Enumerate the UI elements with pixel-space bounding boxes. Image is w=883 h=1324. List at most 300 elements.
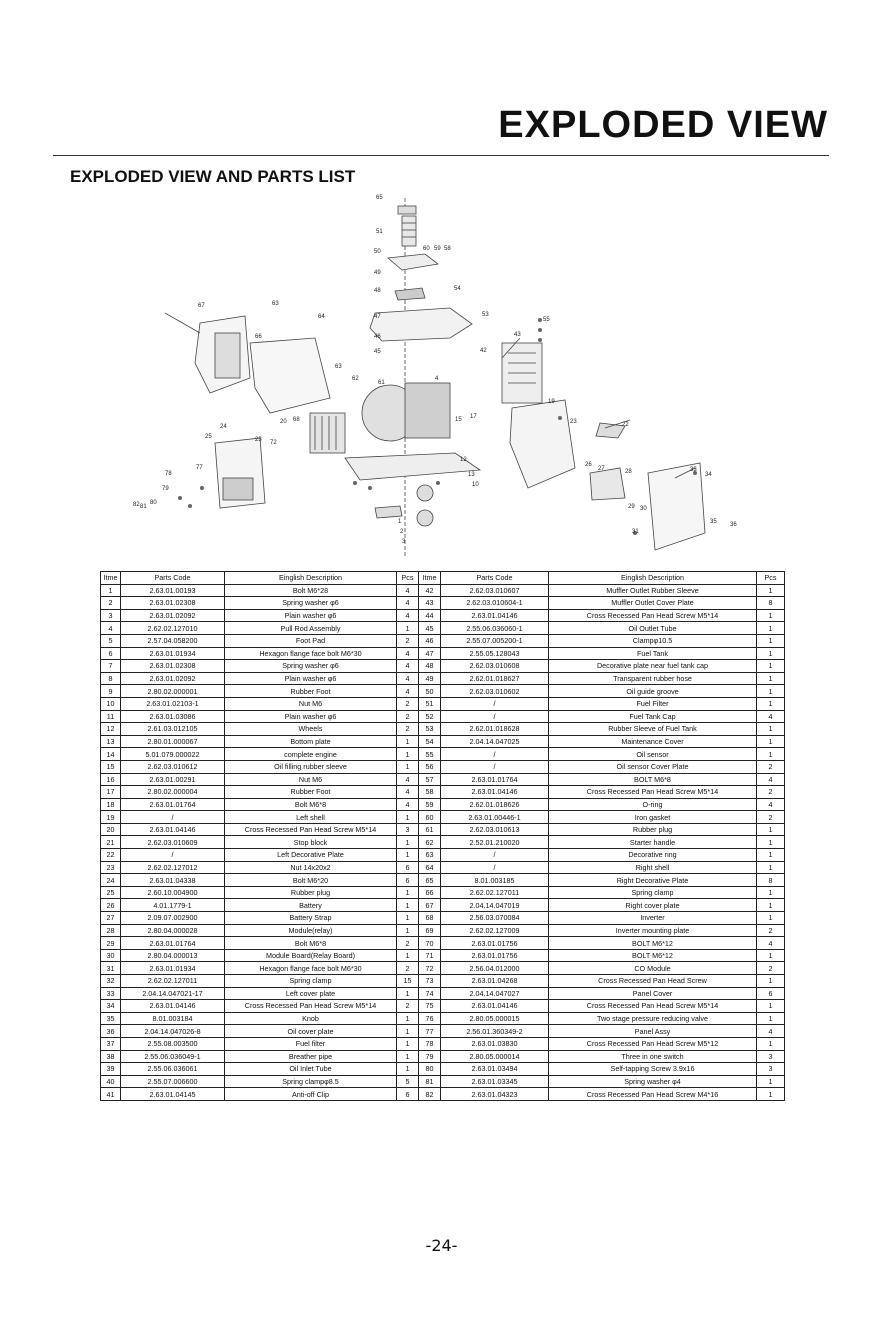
- pcs-cell: 1: [757, 1088, 785, 1101]
- table-row: [101, 1037, 785, 1050]
- description-cell: Bolt M6*20: [225, 874, 397, 887]
- pcs-cell: 2: [397, 634, 419, 647]
- parts-code-cell: /: [441, 748, 549, 761]
- parts-code-cell: 2.62.03.010609: [121, 836, 225, 849]
- pcs-cell: 4: [397, 798, 419, 811]
- svg-text:65: 65: [376, 195, 383, 201]
- table-row: [101, 735, 785, 748]
- pcs-cell: 3: [757, 1050, 785, 1063]
- table-row: [101, 811, 785, 824]
- parts-code-cell: 2.56.03.070084: [441, 912, 549, 925]
- description-cell: Cross Recessed Pan Head Screw M5*14: [225, 1000, 397, 1013]
- pcs-cell: 8: [757, 874, 785, 887]
- item-number-cell: 36: [101, 1025, 121, 1038]
- description-cell: Cross Recessed Pan Head Screw M5*14: [225, 823, 397, 836]
- col-header-description: Einglish Description: [549, 572, 757, 585]
- svg-text:62: 62: [352, 376, 359, 382]
- pcs-cell: 6: [757, 987, 785, 1000]
- exploded-view-diagram: [120, 188, 770, 560]
- pcs-cell: 6: [397, 874, 419, 887]
- description-cell: Transparent rubber hose: [549, 672, 757, 685]
- col-header-parts-code: Parts Code: [441, 572, 549, 585]
- svg-text:81: 81: [140, 504, 147, 510]
- description-cell: Clampφ10.5: [549, 634, 757, 647]
- pcs-cell: 1: [757, 1075, 785, 1088]
- parts-code-cell: 2.62.03.010608: [441, 660, 549, 673]
- svg-text:35: 35: [710, 519, 717, 525]
- svg-text:13: 13: [468, 472, 475, 478]
- item-number-cell: 6: [101, 647, 121, 660]
- parts-code-cell: /: [441, 710, 549, 723]
- parts-code-cell: 2.62.02.127012: [121, 861, 225, 874]
- pcs-cell: 4: [397, 685, 419, 698]
- parts-code-cell: 2.52.01.210020: [441, 836, 549, 849]
- table-row: [101, 597, 785, 610]
- parts-code-cell: 2.63.01.03494: [441, 1063, 549, 1076]
- pcs-cell: 1: [397, 1063, 419, 1076]
- svg-text:61: 61: [378, 380, 385, 386]
- col-header-item: Itme: [419, 572, 441, 585]
- description-cell: Fuel Filter: [549, 697, 757, 710]
- parts-code-cell: 8.01.003185: [441, 874, 549, 887]
- svg-text:25: 25: [205, 434, 212, 440]
- parts-code-cell: 2.63.01.04268: [441, 975, 549, 988]
- svg-text:33: 33: [690, 467, 697, 473]
- parts-code-cell: 2.80.01.000067: [121, 735, 225, 748]
- parts-code-cell: 2.63.01.04146: [121, 823, 225, 836]
- item-number-cell: 58: [419, 786, 441, 799]
- description-cell: Spring clamp: [225, 975, 397, 988]
- svg-text:63: 63: [272, 301, 279, 307]
- table-row: [101, 899, 785, 912]
- svg-text:47: 47: [374, 314, 381, 320]
- pcs-cell: 4: [397, 672, 419, 685]
- svg-text:50: 50: [374, 249, 381, 255]
- item-number-cell: 31: [101, 962, 121, 975]
- description-cell: Oil cover plate: [225, 1025, 397, 1038]
- pcs-cell: 1: [757, 912, 785, 925]
- pcs-cell: 6: [397, 861, 419, 874]
- item-number-cell: 65: [419, 874, 441, 887]
- item-number-cell: 45: [419, 622, 441, 635]
- description-cell: Battery: [225, 899, 397, 912]
- description-cell: BOLT M6*12: [549, 949, 757, 962]
- table-row: [101, 962, 785, 975]
- svg-text:23: 23: [570, 419, 577, 425]
- table-row: [101, 949, 785, 962]
- pcs-cell: 6: [397, 1088, 419, 1101]
- pcs-cell: 1: [757, 647, 785, 660]
- parts-code-cell: 2.63.01.03345: [441, 1075, 549, 1088]
- parts-code-cell: 2.63.01.04146: [441, 786, 549, 799]
- table-row: [101, 886, 785, 899]
- description-cell: Muffler Outlet Cover Plate: [549, 597, 757, 610]
- table-row: [101, 1012, 785, 1025]
- pcs-cell: 1: [757, 823, 785, 836]
- svg-text:46: 46: [374, 334, 381, 340]
- parts-code-cell: 2.63.01.02092: [121, 672, 225, 685]
- table-row: [101, 798, 785, 811]
- parts-code-cell: 2.63.01.01756: [441, 937, 549, 950]
- section-subtitle: EXPLODED VIEW AND PARTS LIST: [70, 167, 356, 186]
- description-cell: Rubber plug: [549, 823, 757, 836]
- col-header-parts-code: Parts Code: [121, 572, 225, 585]
- parts-code-cell: 2.80.05.000015: [441, 1012, 549, 1025]
- item-number-cell: 71: [419, 949, 441, 962]
- svg-text:79: 79: [162, 486, 169, 492]
- table-row: [101, 1050, 785, 1063]
- item-number-cell: 49: [419, 672, 441, 685]
- item-number-cell: 72: [419, 962, 441, 975]
- parts-code-cell: 2.55.08.003500: [121, 1037, 225, 1050]
- pcs-cell: 5: [397, 1075, 419, 1088]
- parts-code-cell: /: [441, 861, 549, 874]
- parts-code-cell: 8.01.003184: [121, 1012, 225, 1025]
- pcs-cell: 2: [757, 786, 785, 799]
- description-cell: Oil guide groove: [549, 685, 757, 698]
- svg-text:27: 27: [598, 466, 605, 472]
- table-row: [101, 849, 785, 862]
- description-cell: Cross Recessed Pan Head Screw M5*14: [549, 786, 757, 799]
- parts-code-cell: 2.63.01.00193: [121, 584, 225, 597]
- pcs-cell: 1: [757, 1000, 785, 1013]
- parts-code-cell: 2.63.01.00291: [121, 773, 225, 786]
- item-number-cell: 40: [101, 1075, 121, 1088]
- parts-code-cell: 2.62.02.127010: [121, 622, 225, 635]
- description-cell: Cross Recessed Pan Head Screw M5*14: [549, 609, 757, 622]
- item-number-cell: 53: [419, 723, 441, 736]
- table-row: [101, 609, 785, 622]
- item-number-cell: 38: [101, 1050, 121, 1063]
- parts-code-cell: 2.63.01.04146: [441, 609, 549, 622]
- pcs-cell: 1: [397, 1025, 419, 1038]
- parts-code-cell: 2.55.06.036060-1: [441, 622, 549, 635]
- pcs-cell: 1: [757, 622, 785, 635]
- item-number-cell: 11: [101, 710, 121, 723]
- description-cell: Pull Rod Assembly: [225, 622, 397, 635]
- description-cell: Bolt M6*28: [225, 584, 397, 597]
- item-number-cell: 76: [419, 1012, 441, 1025]
- pcs-cell: 1: [757, 634, 785, 647]
- svg-text:78: 78: [165, 471, 172, 477]
- item-number-cell: 57: [419, 773, 441, 786]
- parts-code-cell: 2.62.02.127011: [121, 975, 225, 988]
- pcs-cell: 4: [397, 597, 419, 610]
- description-cell: Module(relay): [225, 924, 397, 937]
- parts-code-cell: 2.80.02.000004: [121, 786, 225, 799]
- parts-code-cell: 2.62.03.010612: [121, 760, 225, 773]
- item-number-cell: 56: [419, 760, 441, 773]
- pcs-cell: 2: [397, 937, 419, 950]
- item-number-cell: 82: [419, 1088, 441, 1101]
- item-number-cell: 77: [419, 1025, 441, 1038]
- parts-code-cell: 2.04.14.047021-17: [121, 987, 225, 1000]
- item-number-cell: 3: [101, 609, 121, 622]
- description-cell: Cross Recessed Pan Head Screw M4*16: [549, 1088, 757, 1101]
- description-cell: O-ring: [549, 798, 757, 811]
- description-cell: BOLT M6*8: [549, 773, 757, 786]
- parts-code-cell: 2.55.06.036049-1: [121, 1050, 225, 1063]
- item-number-cell: 43: [419, 597, 441, 610]
- table-row: [101, 1075, 785, 1088]
- table-row: [101, 912, 785, 925]
- description-cell: Oil filling rubber sleeve: [225, 760, 397, 773]
- description-cell: BOLT M6*12: [549, 937, 757, 950]
- pcs-cell: 1: [757, 660, 785, 673]
- description-cell: Cross Recessed Pan Head Screw M5*12: [549, 1037, 757, 1050]
- description-cell: Knob: [225, 1012, 397, 1025]
- parts-code-cell: 2.63.01.04145: [121, 1088, 225, 1101]
- pcs-cell: 1: [757, 861, 785, 874]
- table-row: [101, 937, 785, 950]
- pcs-cell: 1: [397, 811, 419, 824]
- parts-code-cell: 4.01.1779-1: [121, 899, 225, 912]
- table-row: [101, 622, 785, 635]
- parts-code-cell: 2.63.01.00446-1: [441, 811, 549, 824]
- description-cell: Right shell: [549, 861, 757, 874]
- svg-text:4: 4: [435, 376, 439, 382]
- parts-code-cell: 2.63.01.01934: [121, 962, 225, 975]
- description-cell: Hexagon flange face bolt M6*30: [225, 962, 397, 975]
- description-cell: Bottom plate: [225, 735, 397, 748]
- table-row: [101, 685, 785, 698]
- page-title: EXPLODED VIEW: [498, 104, 828, 146]
- svg-text:66: 66: [255, 334, 262, 340]
- parts-code-cell: 2.62.01.018626: [441, 798, 549, 811]
- pcs-cell: 1: [397, 622, 419, 635]
- item-number-cell: 67: [419, 899, 441, 912]
- item-number-cell: 73: [419, 975, 441, 988]
- item-number-cell: 7: [101, 660, 121, 673]
- description-cell: Two stage pressure reducing valve: [549, 1012, 757, 1025]
- description-cell: Fuel filter: [225, 1037, 397, 1050]
- pcs-cell: 4: [757, 937, 785, 950]
- svg-text:49: 49: [374, 270, 381, 276]
- description-cell: Self-tapping Screw 3.9x16: [549, 1063, 757, 1076]
- pcs-cell: 1: [757, 685, 785, 698]
- pcs-cell: 4: [397, 584, 419, 597]
- svg-text:59: 59: [434, 246, 441, 252]
- parts-code-cell: 2.80.02.000001: [121, 685, 225, 698]
- pcs-cell: 1: [757, 697, 785, 710]
- parts-code-cell: 2.62.03.010602: [441, 685, 549, 698]
- svg-text:53: 53: [482, 312, 489, 318]
- description-cell: Foot Pad: [225, 634, 397, 647]
- parts-code-cell: 2.57.04.058200: [121, 634, 225, 647]
- description-cell: Rubber Foot: [225, 786, 397, 799]
- pcs-cell: 2: [757, 760, 785, 773]
- svg-text:54: 54: [454, 286, 461, 292]
- item-number-cell: 62: [419, 836, 441, 849]
- item-number-cell: 74: [419, 987, 441, 1000]
- item-number-cell: 81: [419, 1075, 441, 1088]
- svg-text:51: 51: [376, 229, 383, 235]
- item-number-cell: 21: [101, 836, 121, 849]
- table-row: [101, 1063, 785, 1076]
- pcs-cell: 4: [757, 710, 785, 723]
- description-cell: complete engine: [225, 748, 397, 761]
- description-cell: Spring washer φ6: [225, 597, 397, 610]
- description-cell: Nut M6: [225, 773, 397, 786]
- pcs-cell: 4: [397, 786, 419, 799]
- parts-code-cell: /: [441, 760, 549, 773]
- svg-text:17: 17: [470, 414, 477, 420]
- parts-code-cell: 2.63.01.01764: [121, 798, 225, 811]
- svg-text:77: 77: [196, 465, 203, 471]
- item-number-cell: 78: [419, 1037, 441, 1050]
- pcs-cell: 1: [397, 1037, 419, 1050]
- parts-code-cell: /: [121, 849, 225, 862]
- item-number-cell: 61: [419, 823, 441, 836]
- table-row: [101, 584, 785, 597]
- table-row: [101, 773, 785, 786]
- pcs-cell: 1: [757, 672, 785, 685]
- item-number-cell: 70: [419, 937, 441, 950]
- pcs-cell: 2: [397, 723, 419, 736]
- pcs-cell: 8: [757, 597, 785, 610]
- description-cell: Oil sensor Cover Plate: [549, 760, 757, 773]
- item-number-cell: 14: [101, 748, 121, 761]
- pcs-cell: 2: [397, 1000, 419, 1013]
- item-number-cell: 9: [101, 685, 121, 698]
- pcs-cell: 1: [397, 849, 419, 862]
- description-cell: Iron gasket: [549, 811, 757, 824]
- pcs-cell: 2: [397, 697, 419, 710]
- description-cell: Starter handle: [549, 836, 757, 849]
- description-cell: Panel Assy: [549, 1025, 757, 1038]
- pcs-cell: 1: [757, 1012, 785, 1025]
- item-number-cell: 1: [101, 584, 121, 597]
- item-number-cell: 63: [419, 849, 441, 862]
- svg-text:23: 23: [255, 437, 262, 443]
- parts-code-cell: 2.80.04.000013: [121, 949, 225, 962]
- table-row: [101, 660, 785, 673]
- pcs-cell: 1: [757, 836, 785, 849]
- description-cell: Spring washer φ6: [225, 660, 397, 673]
- table-row: [101, 748, 785, 761]
- pcs-cell: 1: [757, 584, 785, 597]
- table-row: [101, 1025, 785, 1038]
- table-row: [101, 823, 785, 836]
- item-number-cell: 13: [101, 735, 121, 748]
- parts-code-cell: 2.63.01.03830: [441, 1037, 549, 1050]
- item-number-cell: 60: [419, 811, 441, 824]
- item-number-cell: 5: [101, 634, 121, 647]
- table-row: [101, 697, 785, 710]
- description-cell: Module Board(Relay Board): [225, 949, 397, 962]
- description-cell: Rubber Foot: [225, 685, 397, 698]
- description-cell: Panel Cover: [549, 987, 757, 1000]
- svg-text:34: 34: [705, 472, 712, 478]
- item-number-cell: 23: [101, 861, 121, 874]
- pcs-cell: 1: [397, 1050, 419, 1063]
- description-cell: Nut 14x20x2: [225, 861, 397, 874]
- description-cell: Maintenance Cover: [549, 735, 757, 748]
- parts-code-cell: 2.63.01.02308: [121, 597, 225, 610]
- description-cell: Spring clamp: [549, 886, 757, 899]
- parts-table: [100, 571, 785, 1101]
- parts-code-cell: 2.80.04.000028: [121, 924, 225, 937]
- item-number-cell: 47: [419, 647, 441, 660]
- svg-text:42: 42: [480, 348, 487, 354]
- parts-code-cell: 2.63.01.01764: [441, 773, 549, 786]
- item-number-cell: 51: [419, 697, 441, 710]
- parts-code-cell: 2.62.02.127011: [441, 886, 549, 899]
- svg-text:36: 36: [730, 522, 737, 528]
- svg-text:82: 82: [133, 502, 140, 508]
- pcs-cell: 3: [397, 823, 419, 836]
- description-cell: Muffler Outlet Rubber Sleeve: [549, 584, 757, 597]
- parts-code-cell: 2.63.01.02103-1: [121, 697, 225, 710]
- parts-code-cell: 2.63.01.04146: [441, 1000, 549, 1013]
- pcs-cell: 1: [397, 1012, 419, 1025]
- table-row: [101, 836, 785, 849]
- description-cell: Decorative ring: [549, 849, 757, 862]
- pcs-cell: 3: [757, 1063, 785, 1076]
- description-cell: Fuel Tank Cap: [549, 710, 757, 723]
- svg-text:48: 48: [374, 288, 381, 294]
- item-number-cell: 52: [419, 710, 441, 723]
- svg-text:58: 58: [444, 246, 451, 252]
- svg-text:55: 55: [543, 317, 550, 323]
- parts-code-cell: 2.56.01.360349-2: [441, 1025, 549, 1038]
- svg-text:22: 22: [622, 422, 629, 428]
- description-cell: Plain washer φ6: [225, 672, 397, 685]
- pcs-cell: 1: [397, 912, 419, 925]
- pcs-cell: 2: [397, 710, 419, 723]
- svg-text:67: 67: [198, 303, 205, 309]
- parts-code-cell: /: [441, 697, 549, 710]
- item-number-cell: 29: [101, 937, 121, 950]
- parts-code-cell: 2.63.01.04323: [441, 1088, 549, 1101]
- parts-code-cell: 2.04.14.047026-8: [121, 1025, 225, 1038]
- table-row: [101, 672, 785, 685]
- item-number-cell: 44: [419, 609, 441, 622]
- item-number-cell: 48: [419, 660, 441, 673]
- pcs-cell: 4: [397, 609, 419, 622]
- description-cell: Anti-off Clip: [225, 1088, 397, 1101]
- table-row: [101, 987, 785, 1000]
- parts-code-cell: 2.63.01.02308: [121, 660, 225, 673]
- table-row: [101, 760, 785, 773]
- pcs-cell: 1: [397, 924, 419, 937]
- item-number-cell: 55: [419, 748, 441, 761]
- pcs-cell: 1: [397, 760, 419, 773]
- pcs-cell: 1: [757, 748, 785, 761]
- parts-code-cell: 2.62.01.018628: [441, 723, 549, 736]
- table-row: [101, 861, 785, 874]
- parts-code-cell: 2.63.01.04338: [121, 874, 225, 887]
- pcs-cell: 1: [757, 1037, 785, 1050]
- svg-text:64: 64: [318, 314, 325, 320]
- item-number-cell: 75: [419, 1000, 441, 1013]
- description-cell: Hexagon flange face bolt M6*30: [225, 647, 397, 660]
- description-cell: Cross Recessed Pan Head Screw: [549, 975, 757, 988]
- item-number-cell: 22: [101, 849, 121, 862]
- description-cell: Spring clampφ8.5: [225, 1075, 397, 1088]
- svg-text:80: 80: [150, 500, 157, 506]
- table-row: [101, 634, 785, 647]
- table-row: [101, 710, 785, 723]
- svg-text:30: 30: [640, 506, 647, 512]
- item-number-cell: 59: [419, 798, 441, 811]
- svg-text:43: 43: [514, 332, 521, 338]
- description-cell: Three in one switch: [549, 1050, 757, 1063]
- pcs-cell: 1: [757, 723, 785, 736]
- parts-code-cell: 2.60.10.004900: [121, 886, 225, 899]
- item-number-cell: 64: [419, 861, 441, 874]
- item-number-cell: 42: [419, 584, 441, 597]
